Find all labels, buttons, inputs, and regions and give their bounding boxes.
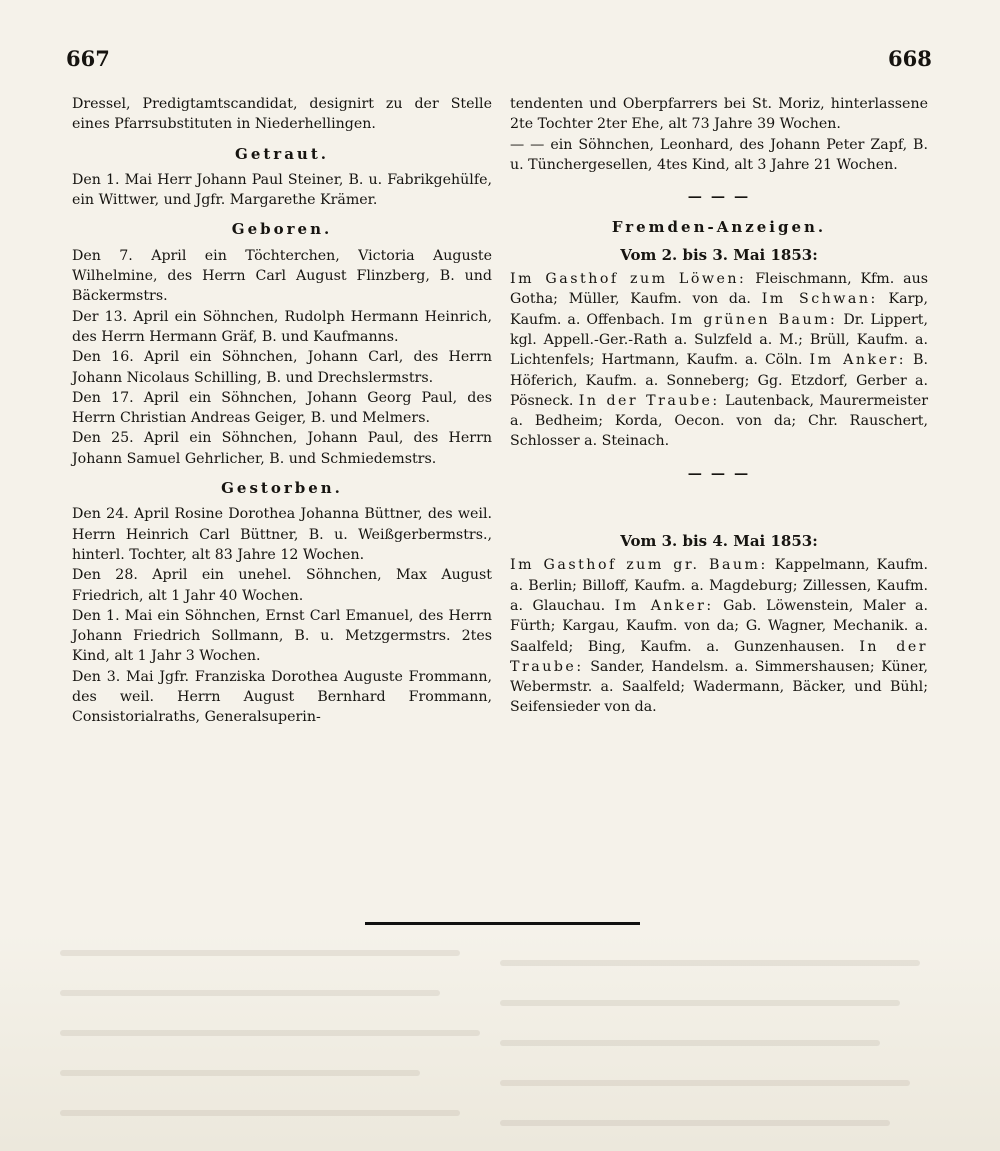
page-number-left: 667	[66, 46, 110, 71]
guest-list-text: B. Höferich, Kaufm. a. Sonneberg; Gg. Etzdorf, Gerber a. Pösneck.	[510, 352, 928, 409]
guest-list-text: Karp, Kaufm. a. Offenbach.	[510, 291, 928, 328]
death-entry: Den 28. April ein unehel. Söhnchen, Max August Friedrich, alt 1 Jahr 40 Wochen.	[72, 567, 492, 604]
page-number-right: 668	[888, 46, 932, 71]
period-heading: Vom 2. bis 3. Mai 1853:	[620, 245, 818, 264]
birth-entry: Den 16. April ein Söhnchen, Johann Carl, des Herrn Johann Nicolaus Schilling, B. und Drechslermstrs.	[72, 349, 492, 386]
guest-list-text: Kappelmann, Kaufm. a. Berlin; Billoff, Kaufm. a. Magdeburg; Zillessen, Kaufm. a. Glauchau.	[510, 557, 929, 614]
birth-entry: Der 13. April ein Söhnchen, Rudolph Hermann Heinrich, des Herrn Hermann Gräf, B. und Kaufmanns.	[72, 308, 492, 345]
section-heading-getraut: Getraut.	[235, 144, 329, 163]
birth-entry: Den 7. April ein Töchterchen, Victoria Auguste Wilhelmine, des Herrn Carl August Flinzberg, B. und Bäckermstrs.	[72, 247, 492, 305]
separator: — — —	[687, 465, 751, 482]
death-entry: Den 24. April Rosine Dorothea Johanna Büttner, des weil. Herrn Heinrich Carl Büttner, B. u. Weißgerbermstrs., hinterl. Tochter, alt 83 Jahre 12 Wochen.	[72, 506, 492, 563]
intro-paragraph: Dressel, Predigtamtscandidat, designirt zu der Stelle eines Pfarrsubstituten in Niederhellingen.	[72, 96, 492, 133]
section-heading-fremden: Fremden-Anzeigen.	[611, 218, 827, 237]
guest-list-text: Dr. Lippert, kgl. Appell.-Ger.-Rath a. Sulzfeld a. M.; Brüll, Kaufm. a. Lichtenfels; Hartmann, Kaufm. a. Cöln.	[510, 311, 928, 369]
birth-entry: Den 17. April ein Söhnchen, Johann Georg Paul, des Herrn Christian Andreas Geiger, B. und Melmers.	[72, 389, 492, 427]
continuation-paragraph: — — ein Söhnchen, Leonhard, des Johann Peter Zapf, B. u. Tünchergesellen, 4tes Kind, alt 3 Jahre 21 Wochen.	[510, 136, 928, 173]
end-rule	[365, 922, 640, 925]
guest-list-paragraph	[510, 555, 928, 717]
inn-name: Im Anker:	[614, 597, 714, 614]
inn-name: Im Schwan:	[761, 291, 878, 308]
bleed-through-area	[0, 930, 1000, 1151]
inn-name: Im Anker:	[809, 352, 907, 369]
inn-name: In der Traube:	[578, 392, 720, 409]
guest-list-text: Gab. Löwenstein, Maler a. Fürth; Kargau, Kaufm. von da; G. Wagner, Mechanik. a. Saalfeld; Bing, Kaufm. a. Gunzenhausen.	[510, 597, 928, 655]
section-heading-gestorben: Gestorben.	[221, 479, 343, 498]
birth-entry: Den 25. April ein Söhnchen, Johann Paul, des Herrn Johann Samuel Gehrlicher, B. und Schmiedemstrs.	[72, 430, 492, 467]
left-column	[72, 94, 492, 728]
guest-list-paragraph	[510, 269, 928, 452]
death-entry: Den 1. Mai ein Söhnchen, Ernst Carl Emanuel, des Herrn Johann Friedrich Sollmann, B. u. Metzgermstrs. 2tes Kind, alt 1 Jahr 3 Wochen.	[72, 607, 492, 665]
guest-list-text: Sander, Handelsm. a. Simmershausen; Küner, Webermstr. a. Saalfeld; Wadermann, Bäcker, und Bühl; Seifensieder von da.	[510, 658, 928, 716]
separator: — — —	[687, 189, 751, 206]
death-entry: Den 3. Mai Jgfr. Franziska Dorothea Auguste Frommann, des weil. Herrn August Bernhard Frommann, Consistorialraths, Generalsuperin-	[72, 668, 492, 726]
period-heading: Vom 3. bis 4. Mai 1853:	[620, 532, 818, 551]
continuation-paragraph: tendenten und Oberpfarrers bei St. Moriz, hinterlassene 2te Tochter 2ter Ehe, alt 73 Jahre 39 Wochen.	[510, 96, 928, 133]
inn-name: In der Traube:	[510, 638, 929, 675]
guest-list-text: Lautenback, Maurermeister a. Bedheim; Korda, Oecon. von da; Chr. Rauschert, Schlosser a. Steinach.	[510, 392, 929, 450]
inn-name: Im grünen Baum:	[670, 311, 838, 328]
inn-name: Im Gasthof zum Löwen:	[510, 271, 747, 288]
section-heading-geboren: Geboren.	[231, 220, 333, 239]
guest-list-text: Fleischmann, Kfm. aus Gotha; Müller, Kaufm. von da.	[510, 271, 928, 308]
inn-name: Im Gasthof zum gr. Baum:	[510, 557, 768, 574]
right-column	[510, 94, 928, 718]
marriage-entry: Den 1. Mai Herr Johann Paul Steiner, B. u. Fabrikgehülfe, ein Wittwer, und Jgfr. Margarethe Krämer.	[72, 171, 492, 209]
